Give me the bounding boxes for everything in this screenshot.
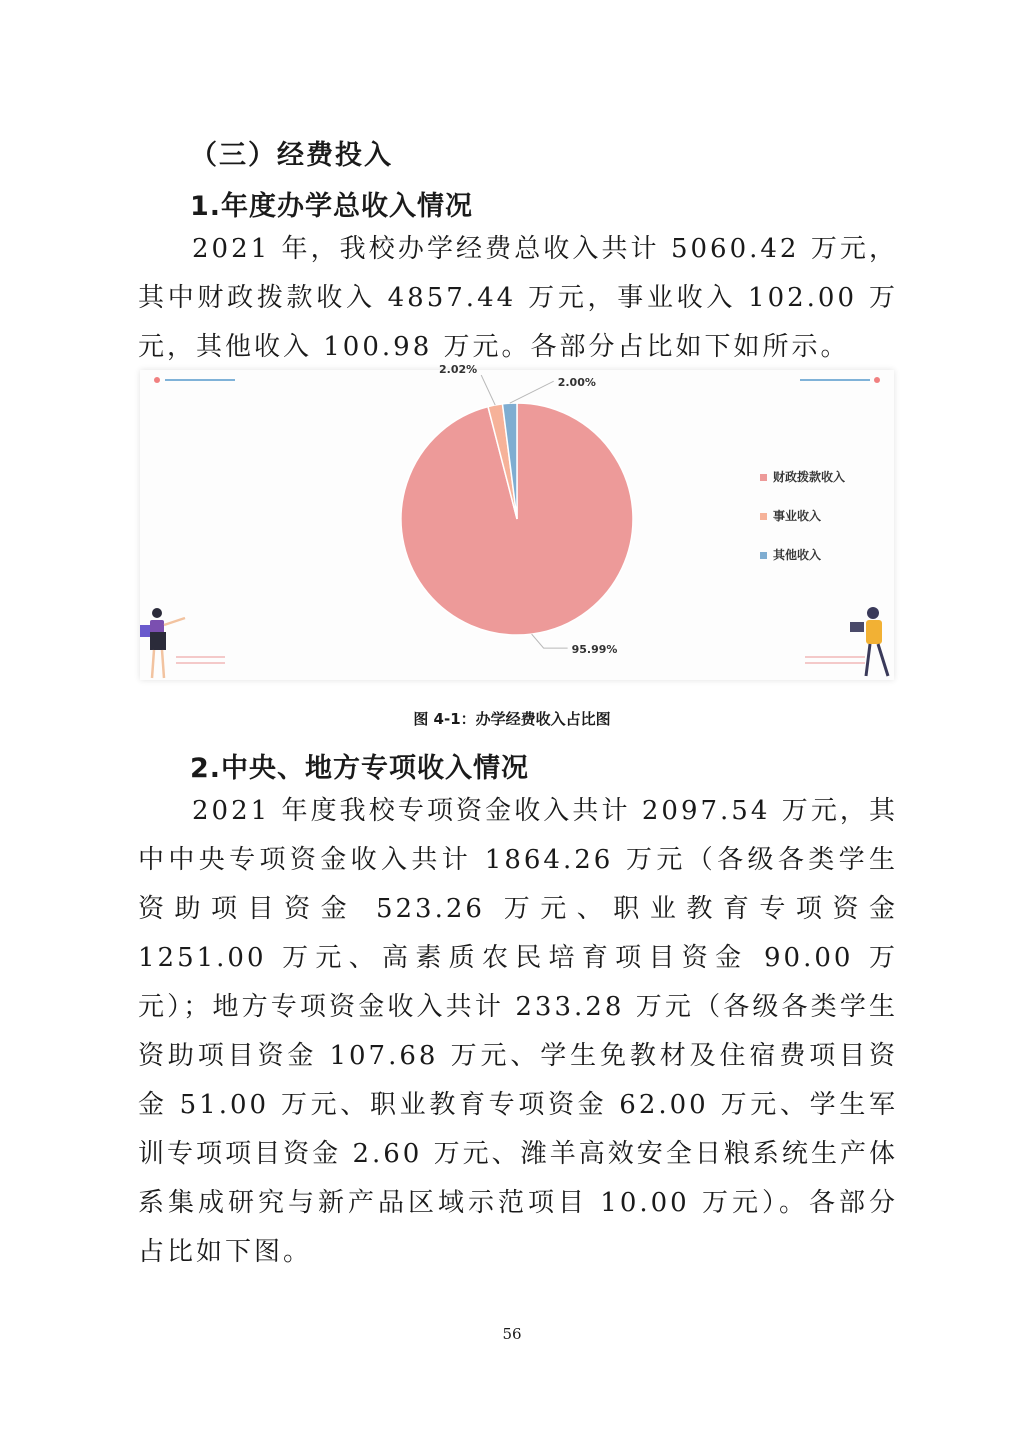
pie-leader-line-3 (510, 381, 554, 403)
decor-bottom-lines (176, 657, 865, 663)
legend-swatch-1 (760, 474, 767, 481)
pie-leader-line-2 (481, 375, 495, 405)
special-income-paragraph-text: 2021 年度我校专项资金收入共计 2097.54 万元，其中中央专项资金收入共计 1864.26 万元（各级各类学生资助项目资金 523.26 万元、职业教育专项资金 1251.00 万元、高素质农民培育项目资金 90.00 万元）；地方专项资金收入共计 233.28 万元（各级各类学生资助项目资金 107.68 万元、学生免教材及住宿费项目资金 51.00 万元、职业教育专项资金 62.00 万元、学生军训专项项目资金 2.60 万元、潍羊高效安全日粮系统生产体系集成研究与新产品区域示范项目 10.00 万元）。各部分占比如下图。 (138, 796, 898, 1267)
figure-caption: 图 4-1：办学经费收入占比图 (413, 710, 611, 728)
legend-label-3: 其他收入 (773, 548, 822, 562)
chart-legend (760, 469, 845, 562)
person-illustration-left (140, 608, 185, 678)
subsection-heading-income: 1.年度办学总收入情况 (190, 191, 474, 222)
pie-slices (401, 403, 633, 635)
decor-top-left (154, 377, 235, 383)
legend-label-1: 财政拨款收入 (773, 470, 846, 484)
legend-label-2: 事业收入 (773, 509, 822, 523)
income-paragraph-text: 2021 年，我校办学经费总收入共计 5060.42 万元，其中财政拨款收入 4857.44 万元，事业收入 102.00 万元，其他收入 100.98 万元。各部分占比如下如所示。 (138, 234, 898, 362)
income-pie-chart-panel (140, 363, 894, 680)
person-illustration-right (850, 607, 888, 676)
pie-data-label-3: 2.00% (557, 376, 596, 390)
income-pie-chart (140, 363, 894, 680)
pie-data-label-2: 2.02% (439, 363, 478, 377)
section-heading: （三）经费投入 (190, 140, 393, 171)
special-income-paragraph (138, 787, 898, 1277)
legend-swatch-2 (760, 513, 767, 520)
income-paragraph (138, 225, 898, 372)
pie-leader-line-1 (532, 634, 568, 648)
legend-swatch-3 (760, 552, 767, 559)
decor-top-right (800, 377, 880, 383)
pie-data-label-1: 95.99% (571, 643, 618, 657)
subsection-heading-special-income: 2.中央、地方专项收入情况 (190, 753, 530, 784)
page-number: 56 (502, 1325, 522, 1343)
